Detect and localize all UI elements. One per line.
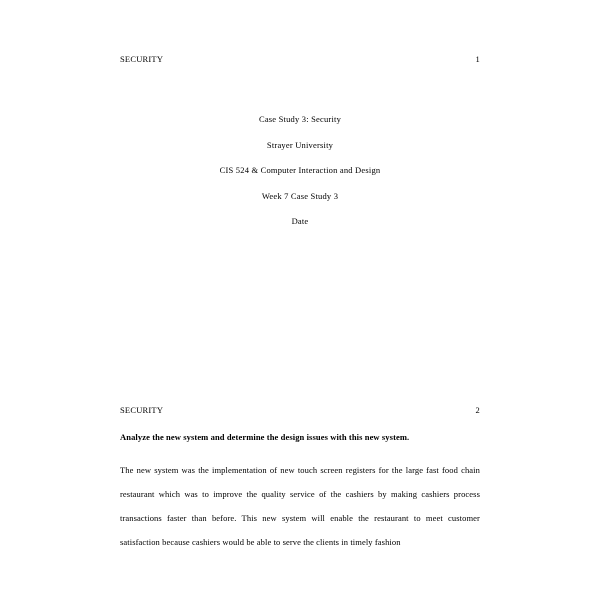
title-line-date: Date: [291, 216, 309, 226]
title-line-assignment: Week 7 Case Study 3: [261, 190, 339, 201]
title-line-case-study: Case Study 3: Security: [258, 114, 342, 124]
body-paragraph: The new system was the implementation of new touch screen registers for the large fast food chain restaurant which was to improve the quality service of the cashiers by making cashiers process transactions faster than before. This new system will enable the restaurant to meet customer satisfaction because cashiers would be able to serve the clients in timely fashion: [120, 465, 480, 547]
title-line-course: CIS 524 & Computer Interaction and Design: [219, 165, 381, 175]
title-block: [120, 107, 480, 235]
running-head-label: SECURITY: [120, 54, 164, 64]
running-head-label: SECURITY: [120, 405, 164, 415]
page-number: 2: [475, 405, 480, 415]
title-line-university: Strayer University: [266, 139, 334, 150]
running-head-page-2: [120, 405, 480, 415]
running-head-page-1: [120, 54, 480, 64]
section-heading: Analyze the new system and determine the design issues with this new system.: [120, 432, 410, 442]
body-paragraph-container: [120, 458, 480, 554]
document-page-2: [0, 390, 600, 600]
page-number: 1: [475, 54, 480, 64]
